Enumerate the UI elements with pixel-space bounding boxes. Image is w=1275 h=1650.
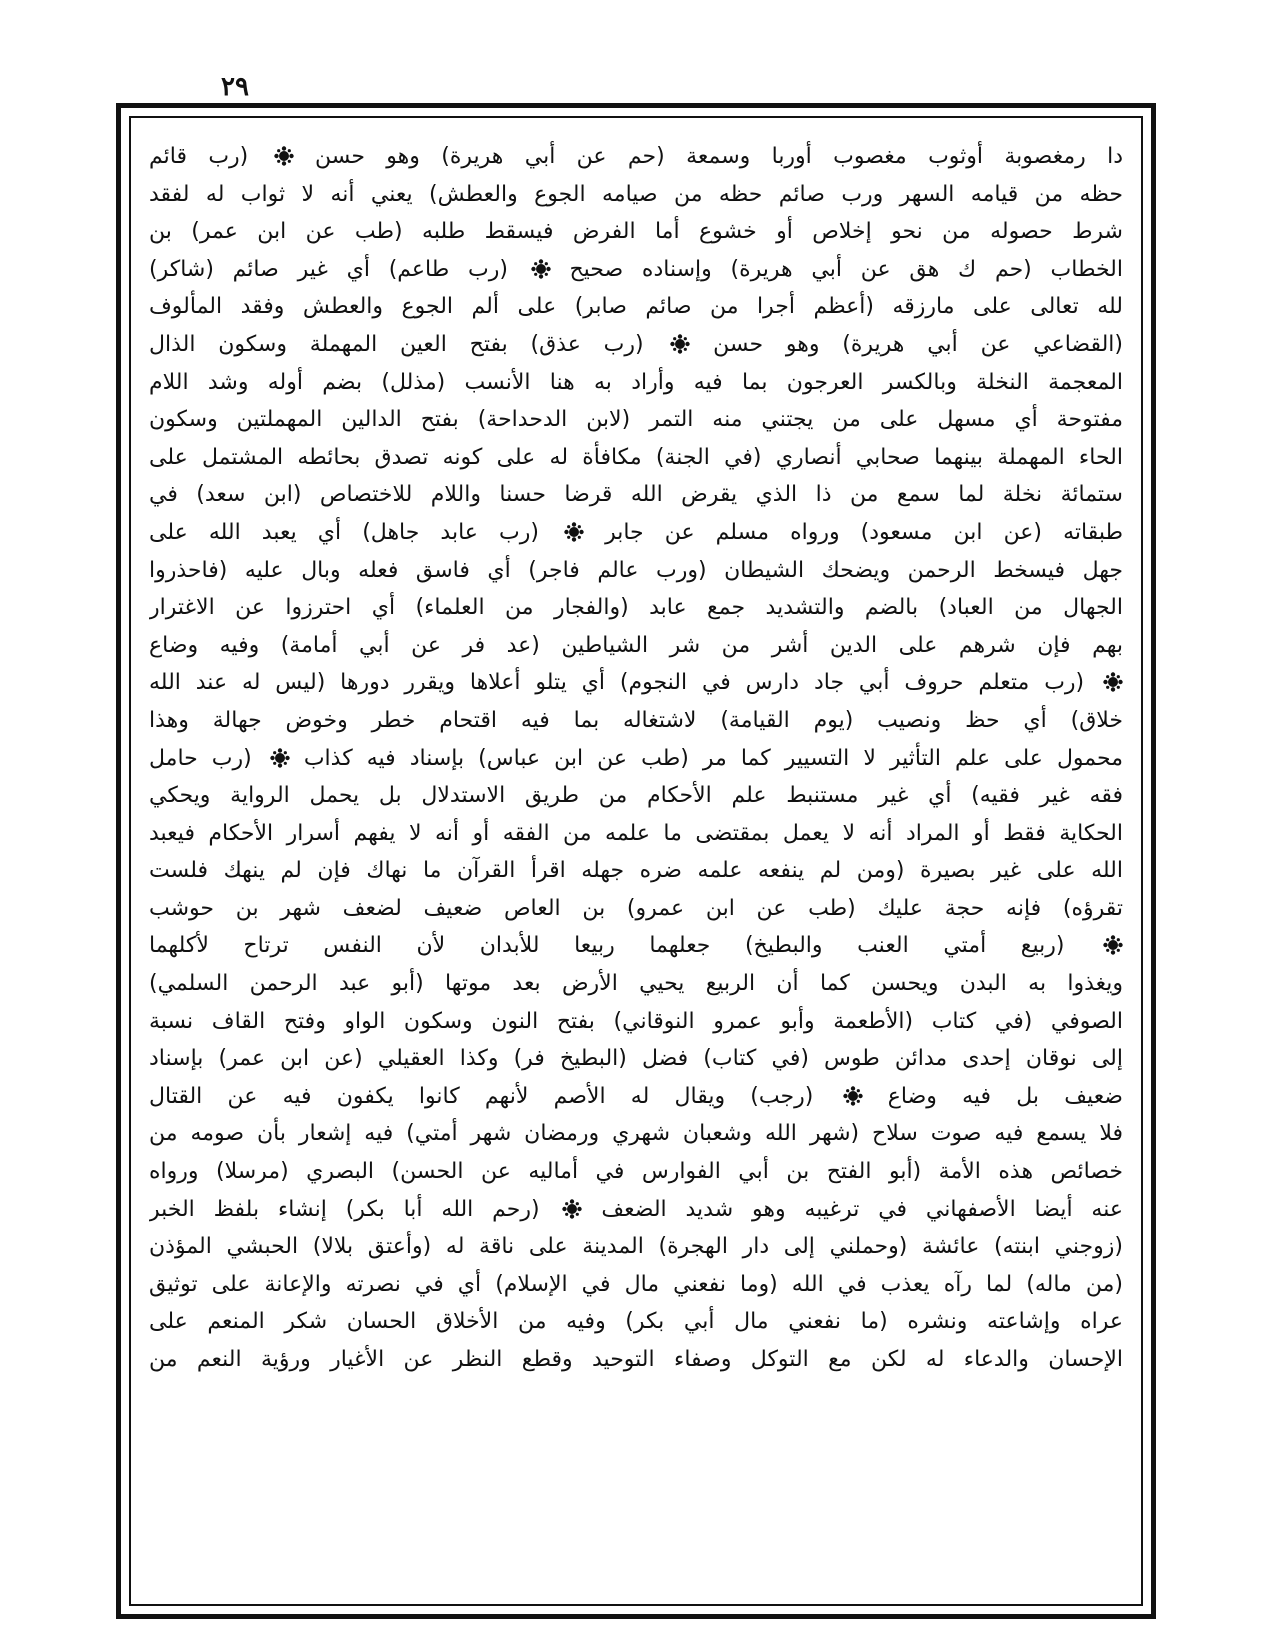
text-line: لله تعالى على مارزقه (أعظم أجرا من صائم صابر) على ألم الجوع والعطش وفقد المألوف [149, 294, 1123, 320]
text-line: ستمائة نخلة لما سمع من ذا الذي يقرض الله قرضا حسنا واللام للاختصاص (ابن سعد) في [149, 482, 1123, 508]
text-line: (زوجني ابنته) عائشة (وحملني إلى دار الهجرة) المدينة على ناقة له (وأعتق بلالا) الحبشي المؤذن [149, 1234, 1123, 1260]
section-ornament-icon [1103, 667, 1123, 687]
section-ornament-icon [531, 254, 551, 274]
page-number: ٢٩ [221, 72, 249, 102]
text-line: (رب متعلم حروف أبي جاد دارس في النجوم) أي يتلو أعلاها ويقرر دورها (ليس له عند الله [149, 664, 1123, 702]
text-line: عراه وإشاعته ونشره (ما نفعني مال أبي بكر) وفيه من الأخلاق الحسان شكر المنعم على [149, 1309, 1123, 1335]
text-line: الإحسان والدعاء له لكن مع التوكل وصفاء التوحيد وقطع النظر عن الأغيار ورؤية النعم من [149, 1347, 1123, 1372]
text-line: عنه أيضا الأصفهاني في ترغيبه وهو شديد الضعف (رحم الله أبا بكر) إنشاء بلفظ الخبر [149, 1191, 1123, 1229]
text-line: (من ماله) لما رآه يعذب في الله (وما نفعني مال في الإسلام) أي في نصرته والإعانة على توثيق [149, 1271, 1123, 1297]
page-border-inner [129, 116, 1143, 1606]
text-line: تقرؤه) فإنه حجة عليك (طب عن ابن عمرو) بن العاص ضعيف لضعف شهر بن حوشب [149, 895, 1123, 921]
text-line: الصوفي (في كتاب (الأطعمة وأبو عمرو النوقاني) بفتح النون وسكون الواو وفتح القاف نسبة [149, 1008, 1123, 1034]
text-line: خلاق) أي حظ ونصيب (يوم القيامة) لاشتغاله بما فيه اقتحام خطر وخوض جهالة وهذا [149, 707, 1123, 733]
text-line: جهل فيسخط الرحمن ويضحك الشيطان (ورب عالم فاجر) أي فاسق فعله وبال عليه (فاحذروا [149, 557, 1123, 583]
text-line: (ربيع أمتي العنب والبطيخ) جعلهما ربيعا للأبدان لأن النفس ترتاح لأكلهما [149, 927, 1123, 965]
text-line: محمول على علم التأثير لا التسيير كما مر (طب عن ابن عباس) بإسناد فيه كذاب (رب حامل [149, 740, 1123, 778]
section-ornament-icon [843, 1081, 863, 1101]
section-ornament-icon [670, 329, 690, 349]
text-line: الخطاب (حم ك هق عن أبي هريرة) وإسناده صحيح (رب طاعم) أي غير صائم (شاكر) [149, 251, 1123, 289]
text-line: حظه من قيامه السهر ورب صائم حظه من صيامه الجوع والعطش) يعني أنه لا ثواب له لفقد [149, 181, 1123, 207]
text-line: المعجمة النخلة وبالكسر العرجون بما فيه وأراد به هنا الأنسب (مذلل) بضم أوله وشد اللام [149, 369, 1123, 395]
text-line: طبقاته (عن ابن مسعود) ورواه مسلم عن جابر (رب عابد جاهل) أي يعبد الله على [149, 514, 1123, 552]
page-border [116, 103, 1156, 1619]
text-line: الله على غير بصيرة (ومن لم ينفعه علمه ضره جهله اقرأ القرآن ما نهاك فإن لم ينهك فلست [149, 858, 1123, 884]
section-ornament-icon [270, 743, 290, 763]
section-ornament-icon [1103, 930, 1123, 950]
text-line: دا رمغصوبة أوثوب مغصوب أوربا وسمعة (حم عن أبي هريرة) وهو حسن (رب قائم [149, 138, 1123, 176]
text-line: شرط حصوله من نحو إخلاص أو خشوع أما الفرض فيسقط طلبه (طب عن ابن عمر) بن [149, 219, 1123, 245]
section-ornament-icon [564, 517, 584, 537]
text-line: مفتوحة أي مسهل على من يجتني منه التمر (لابن الدحداحة) بفتح الدالين المهملتين وسكون [149, 407, 1123, 433]
text-line: (القضاعي عن أبي هريرة) وهو حسن (رب عذق) بفتح العين المهملة وسكون الذال [149, 326, 1123, 364]
text-line: فلا يسمع فيه صوت سلاح (شهر الله وشعبان شهري ورمضان شهر أمتي) فيه إشعار بأن صومه من [149, 1121, 1123, 1147]
text-line: الجهال من العباد) بالضم والتشديد جمع عابد (والفجار من العلماء) أي احترزوا عن الاغترار [149, 595, 1123, 621]
text-line: الحاء المهملة بينهما صحابي أنصاري (في الجنة) مكافأة له على كونه تصدق بحائطه المشتمل على [149, 444, 1123, 470]
text-line: الحكاية فقط أو المراد أنه لا يعمل بمقتضى ما علمه من الفقه أو أنه لا يفهم أسرار الأحكام فيعبد [149, 820, 1123, 846]
section-ornament-icon [274, 141, 294, 161]
text-line: خصائص هذه الأمة (أبو الفتح بن أبي الفوارس في أماليه عن الحسن) البصري (مرسلا) ورواه [149, 1159, 1123, 1185]
body-text [149, 138, 1123, 1379]
section-ornament-icon [562, 1194, 582, 1214]
text-line: ويغذوا به البدن ويحسن كما أن الربيع يحيي الأرض بعد موتها (أبو عبد الرحمن السلمي) [149, 971, 1123, 997]
text-line: ضعيف بل فيه وضاع (رجب) ويقال له الأصم لأنهم كانوا يكفون فيه عن القتال [149, 1078, 1123, 1116]
text-line: إلى نوقان إحدى مدائن طوس (في كتاب) فضل (البطيخ فر) وكذا العقيلي (عن ابن عمر) بإسناد [149, 1046, 1123, 1072]
text-line: بهم فإن شرهم على الدين أشر من شر الشياطين (عد فر عن أبي أمامة) وفيه وضاع [149, 632, 1123, 658]
text-line: فقه غير فقيه) أي غير مستنبط علم الأحكام من طريق الاستدلال بل يحمل الرواية ويحكي [149, 783, 1123, 809]
